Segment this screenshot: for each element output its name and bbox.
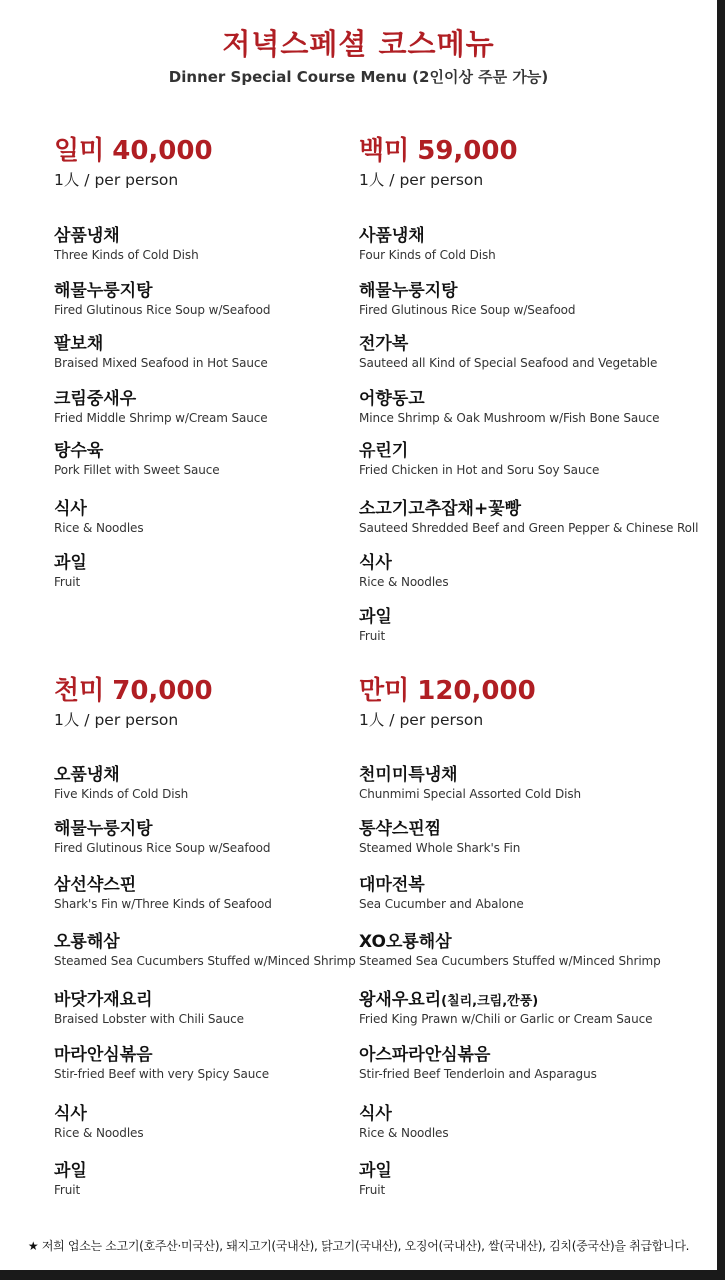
menu-item: [54, 440, 220, 478]
per-person-label: 1人 / per person: [54, 711, 179, 729]
item-english: Stir-fried Beef with very Spicy Sauce: [54, 1067, 270, 1081]
item-korean: 식사: [359, 553, 392, 573]
course-heading: [54, 674, 394, 708]
per-person-label: 1人 / per person: [359, 711, 484, 729]
course-price: 40,000: [112, 136, 213, 166]
item-english: Four Kinds of Cold Dish: [359, 248, 496, 262]
item-korean: 어향동고: [359, 389, 425, 409]
item-korean: [359, 989, 652, 1011]
menu-item: [359, 280, 575, 318]
item-english: Three Kinds of Cold Dish: [54, 248, 199, 262]
item-english: Pork Fillet with Sweet Sauce: [54, 463, 220, 477]
item-english: Fruit: [54, 575, 81, 589]
menu-item: [359, 1160, 392, 1198]
item-korean: 식사: [54, 499, 87, 519]
item-sauce-options: (칠리,크림,깐풍): [441, 994, 539, 1009]
item-english: Sauteed all Kind of Special Seafood and Vegetable: [359, 356, 658, 370]
item-english: Five Kinds of Cold Dish: [54, 787, 189, 801]
item-english: Rice & Noodles: [54, 521, 144, 535]
item-korean: XO오룡해삼: [359, 932, 452, 952]
item-english: Fired Glutinous Rice Soup w/Seafood: [54, 303, 271, 317]
item-korean: 과일: [359, 607, 392, 627]
menu-item: [54, 1160, 87, 1198]
menu-item: [359, 388, 659, 426]
item-english: Steamed Whole Shark's Fin: [359, 841, 521, 855]
menu-item: [359, 498, 698, 536]
menu-item: [359, 989, 652, 1027]
menu-item: [54, 764, 188, 802]
item-korean: 대마전복: [359, 875, 425, 895]
course-baekmi: [359, 134, 699, 643]
item-korean: 삼품냉채: [54, 226, 120, 246]
course-name: 백미: [359, 136, 410, 166]
course-price: 120,000: [417, 676, 536, 706]
item-korean: 과일: [359, 1161, 392, 1181]
course-name: 만미: [359, 676, 410, 706]
menu-item: [54, 874, 272, 912]
item-korean: 바닷가재요리: [54, 990, 153, 1010]
item-english: Fired Glutinous Rice Soup w/Seafood: [54, 841, 271, 855]
course-heading: [359, 674, 699, 708]
item-english: Fruit: [359, 1183, 386, 1197]
item-english: Fried Chicken in Hot and Soru Soy Sauce: [359, 463, 600, 477]
item-english: Stir-fried Beef Tenderloin and Asparagus: [359, 1067, 597, 1081]
item-korean: 통샥스핀찜: [359, 819, 442, 839]
item-english: Chunmimi Special Assorted Cold Dish: [359, 787, 582, 801]
item-english: Steamed Sea Cucumbers Stuffed w/Minced Shrimp: [54, 954, 356, 968]
item-english: Fruit: [54, 1183, 81, 1197]
menu-item: [54, 388, 268, 426]
menu-item: [359, 606, 392, 644]
item-english: Fried Middle Shrimp w/Cream Sauce: [54, 411, 268, 425]
item-english: Sea Cucumber and Abalone: [359, 897, 524, 911]
menu-item: [359, 931, 661, 969]
page-subtitle: Dinner Special Course Menu (2인이상 주문 가능): [168, 68, 549, 86]
menu-item: [359, 440, 599, 478]
item-english: Rice & Noodles: [54, 1126, 144, 1140]
item-korean: 과일: [54, 1161, 87, 1181]
item-korean: 사품냉채: [359, 226, 425, 246]
menu-item: [54, 1044, 269, 1082]
menu-item: [359, 1044, 597, 1082]
page-title: 저녁스페셜 코스메뉴: [222, 27, 495, 61]
course-price: 59,000: [417, 136, 518, 166]
item-english: Rice & Noodles: [359, 1126, 449, 1140]
item-korean: 식사: [54, 1104, 87, 1124]
menu-item: [54, 818, 270, 856]
menu-item: [359, 818, 520, 856]
item-english: Mince Shrimp & Oak Mushroom w/Fish Bone Sauce: [359, 411, 660, 425]
menu-item: [359, 225, 496, 263]
menu-item: [359, 1103, 449, 1141]
item-korean: 삼선샥스핀: [54, 875, 137, 895]
menu-item: [359, 333, 657, 371]
origin-notice: ★ 저희 업소는 소고기(호주산·미국산), 돼지고기(국내산), 닭고기(국내산), 오징어(국내산), 쌀(국내산), 김치(중국산)을 취급합니다.: [27, 1239, 690, 1253]
course-name: 천미: [54, 676, 105, 706]
per-person-label: 1人 / per person: [359, 171, 484, 189]
menu-item: [54, 225, 199, 263]
menu-item: [54, 1103, 144, 1141]
item-korean: 전가복: [359, 334, 409, 354]
item-korean: 식사: [359, 1104, 392, 1124]
menu-item: [54, 498, 144, 536]
menu-item: [54, 280, 270, 318]
menu-item: [359, 764, 581, 802]
item-english: Fruit: [359, 629, 386, 643]
item-korean: 팔보채: [54, 334, 104, 354]
item-korean: 오품냉채: [54, 765, 120, 785]
menu-item: [54, 552, 87, 590]
menu-item: [54, 333, 268, 371]
item-english: Steamed Sea Cucumbers Stuffed w/Minced Shrimp: [359, 954, 661, 968]
course-name: 일미: [54, 136, 105, 166]
item-korean: 소고기고추잡채+꽃빵: [359, 499, 522, 519]
item-korean: 오룡해삼: [54, 932, 120, 952]
item-korean: 해물누룽지탕: [54, 819, 153, 839]
item-korean: 아스파라안심볶음: [359, 1045, 491, 1065]
per-person-label: 1人 / per person: [54, 171, 179, 189]
course-manmi: [359, 674, 699, 1197]
item-korean: 유린기: [359, 441, 409, 461]
item-korean: 크림중새우: [54, 389, 137, 409]
item-korean: 과일: [54, 553, 87, 573]
item-korean: 천미미특냉채: [359, 765, 458, 785]
menu-item: [359, 874, 524, 912]
item-english: Rice & Noodles: [359, 575, 449, 589]
item-english: Braised Lobster with Chili Sauce: [54, 1012, 244, 1026]
menu-item: [359, 552, 449, 590]
item-korean: 탕수육: [54, 441, 104, 461]
course-heading: [54, 134, 394, 168]
item-english: Shark's Fin w/Three Kinds of Seafood: [54, 897, 272, 911]
menu-item: [54, 931, 356, 969]
menu-item: [54, 989, 244, 1027]
item-english: Braised Mixed Seafood in Hot Sauce: [54, 356, 268, 370]
course-price: 70,000: [112, 676, 213, 706]
item-english: Fried King Prawn w/Chili or Garlic or Cream Sauce: [359, 1012, 653, 1026]
item-english: Sauteed Shredded Beef and Green Pepper & Chinese Roll: [359, 521, 699, 535]
item-korean-name: 왕새우요리: [359, 990, 442, 1010]
item-korean: 해물누룽지탕: [359, 281, 458, 301]
item-korean: 해물누룽지탕: [54, 281, 153, 301]
course-heading: [359, 134, 699, 168]
item-korean: 마라안심볶음: [54, 1045, 153, 1065]
item-english: Fired Glutinous Rice Soup w/Seafood: [359, 303, 576, 317]
